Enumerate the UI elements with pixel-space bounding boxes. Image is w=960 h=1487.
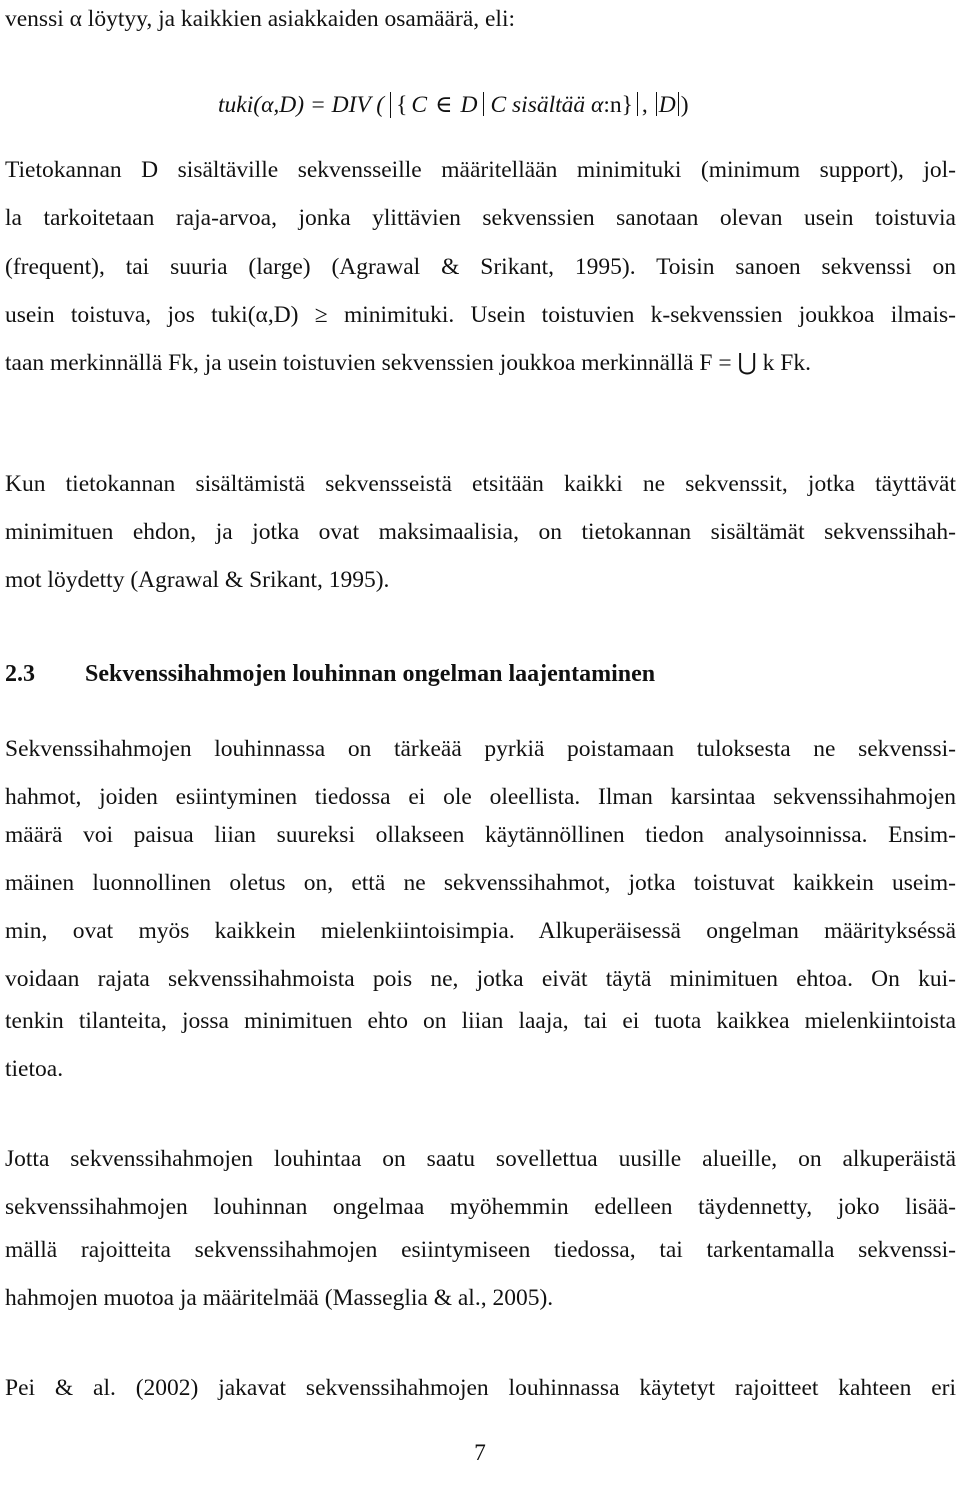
- formula-lhs: tuki(α,D) = DIV (: [218, 92, 385, 118]
- para3-line: tenkin tilanteita, jossa minimituen ehto on liian laaja, tai ei tuota kaikkea mielenkiintoista: [5, 1008, 956, 1034]
- para4-line: Jotta sekvenssihahmojen louhintaa on saatu sovellettua uusille alueille, on alkuperäistä: [5, 1146, 956, 1172]
- formula-condition: C sisältää α: [490, 92, 604, 118]
- formula-element-of: ∈: [435, 92, 453, 118]
- para4-line: mällä rajoitteita sekvenssihahmojen esiintymiseen tiedossa, tai tarkentamalla sekvenssi-: [5, 1237, 956, 1263]
- para2-line: Kun tietokannan sisältämistä sekvensseistä etsitään kaikki ne sekvenssit, jotka täyttävät: [5, 471, 956, 497]
- para3-line: mäinen luonnollinen oletus on, että ne sekvenssihahmot, jotka toistuvat kaikkein useim-: [5, 870, 956, 896]
- section-number: 2.3: [5, 661, 35, 687]
- formula-d2: D: [658, 92, 676, 118]
- para2-line: minimituen ehdon, ja jotka ovat maksimaalisia, on tietokannan sisältämät sekvenssihah-: [5, 519, 956, 545]
- page-number: 7: [474, 1440, 486, 1466]
- formula-d: D: [460, 92, 478, 118]
- text-line: venssi α löytyy, ja kaikkien asiakkaiden osamäärä, eli:: [5, 6, 516, 32]
- para3-line: tietoa.: [5, 1056, 64, 1082]
- formula-c: C: [411, 92, 428, 118]
- section-title: Sekvenssihahmojen louhinnan ongelman laajentaminen: [85, 661, 656, 687]
- para1-line: Tietokannan D sisältäville sekvensseille määritellään minimituki (minimum support), jol-: [5, 157, 956, 183]
- formula-close: ): [680, 92, 689, 118]
- formula-comma: ,: [641, 92, 648, 118]
- para4-line: sekvenssihahmojen louhinnan ongelmaa myöhemmin edelleen täydennetty, joko lisää-: [5, 1194, 956, 1220]
- para1-line: usein toistuva, jos tuki(α,D) ≥ minimituki. Usein toistuvien k-sekvenssien joukkoa ilmais-: [5, 302, 956, 328]
- para3-line: min, ovat myös kaikkein mielenkiintoisimpia. Alkuperäisessä ongelman määritykséssä: [5, 918, 956, 944]
- para4-line: hahmojen muotoa ja määritelmää (Masseglia & al., 2005).: [5, 1285, 554, 1311]
- formula-condition-tail: :n}: [603, 92, 633, 118]
- para1-line: (frequent), tai suuria (large) (Agrawal & Srikant, 1995). Toisin sanoen sekvenssi on: [5, 254, 956, 280]
- para3-line: hahmot, joiden esiintyminen tiedossa ei ole oleellista. Ilman karsintaa sekvenssihahmojen: [5, 784, 956, 810]
- para2-line: mot löydetty (Agrawal & Srikant, 1995).: [5, 567, 390, 593]
- para1-line: la tarkoitetaan raja-arvoa, jonka ylittävien sekvenssien sanotaan olevan usein toistuvia: [5, 205, 956, 231]
- para3-line: Sekvenssihahmojen louhinnassa on tärkeää pyrkiä poistamaan tuloksesta ne sekvenssi-: [5, 736, 956, 762]
- section-heading: [5, 660, 655, 688]
- para5-line: Pei & al. (2002) jakavat sekvenssihahmojen louhinnassa käytetyt rajoitteet kahteen eri: [5, 1375, 956, 1401]
- formula-support: [218, 91, 689, 119]
- para3-line: määrä voi paisua liian suureksi ollakseen käytännöllinen tiedon analysoinnissa. Ensim-: [5, 822, 956, 848]
- para1-line: taan merkinnällä Fk, ja usein toistuvien sekvenssien joukkoa merkinnällä F = ⋃ k Fk.: [5, 350, 811, 376]
- para3-line: voidaan rajata sekvenssihahmoista pois ne, jotka eivät täytä minimituen ehtoa. On kui-: [5, 966, 956, 992]
- formula-set-open: {: [390, 92, 407, 118]
